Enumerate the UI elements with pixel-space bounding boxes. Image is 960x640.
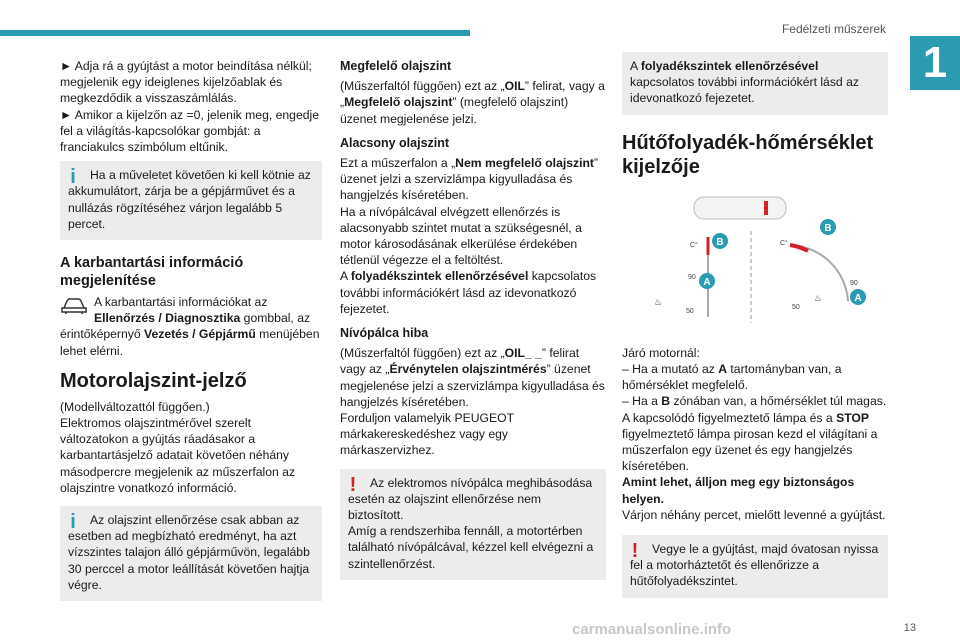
marker-a-label: A	[854, 292, 862, 304]
column-1	[60, 58, 322, 601]
warning-icon: !	[631, 540, 639, 563]
chapter-number: 1	[910, 36, 960, 90]
marker-b-label: B	[824, 222, 832, 234]
heading-maintenance: A karbantartási információ megjelenítése	[60, 255, 244, 290]
note-box	[622, 52, 888, 115]
warning-icon: !	[349, 473, 357, 496]
paragraph: (Modellváltozattól függően.)	[60, 399, 210, 414]
paragraph: – Ha a mutató az A tartományban van, a hőmérséklet megfelelő.	[622, 362, 842, 393]
page-number: 13	[903, 622, 916, 634]
column-2	[340, 58, 606, 580]
info-callout	[60, 506, 322, 601]
paragraph: Járó motornál:	[622, 345, 700, 360]
paragraph: Elektromos olajszintmérővel szerelt változatokon a gyújtás ráadásakor a karbantartásjelző adatait követően néhány másodpercre megjelenik az műszerfalon az olajszintre vonatkozó információ.	[60, 416, 296, 495]
paragraph: Várjon néhány percet, mielőtt levenné a gyújtást.	[622, 507, 886, 522]
watermark: carmanualsonline.info	[572, 621, 732, 638]
paragraph: A karbantartási információkat az Ellenőrzés / Diagnosztika gombbal, az érintőképernyő Vezetés / Gépjármű menüjében lehet elérni.	[60, 295, 320, 358]
callout-text: Ha a műveletet követően ki kell kötnie az akkumulátort, zárja be a gépjárművet és a nullázás rögzítéséhez várjon legalább 5 percet.	[68, 168, 311, 231]
column-3	[622, 58, 888, 598]
paragraph: A folyadékszintek ellenőrzésével kapcsolatos további információkért lásd az idevonatkozó fejezetet.	[340, 269, 597, 316]
thermometer-icon: ♨	[814, 292, 823, 303]
paragraph: Amint lehet, álljon meg egy biztonságos helyen.	[622, 475, 855, 506]
arc-red-zone	[790, 245, 808, 251]
callout-text: Az olajszint ellenőrzése csak abban az esetben ad megbízható eredményt, ha azt vízszintes talajon álló gépjárművön, legalább 30 perccel a motor leállítását követően hajtja végre.	[68, 513, 310, 592]
heading-oil-ok: Megfelelő olajszint	[340, 59, 452, 73]
coolant-gauge-illustration	[622, 193, 888, 333]
warning-callout	[340, 469, 606, 580]
label-90: 90	[688, 273, 696, 281]
label-c: C°	[690, 241, 698, 249]
red-zone-mark	[764, 201, 768, 215]
info-icon: i	[70, 511, 76, 534]
heading-coolant: Hűtőfolyadék-hőmérséklet kijelzője	[622, 131, 874, 178]
section-title: Fedélzeti műszerek	[781, 22, 886, 36]
info-icon: i	[70, 166, 76, 189]
paragraph: Ha a nívópálcával elvégzett ellenőrzés is alacsonyabb szintet mutat a szükségesnél, a motor károsodásának elkerülése érdekében tétlenül végezze el a feltöltést.	[340, 204, 582, 268]
display-panel	[694, 197, 786, 219]
marker-b-label: B	[716, 236, 724, 248]
label-50: 50	[686, 307, 694, 315]
heading-dipstick-fault: Nívópálca hiba	[340, 326, 429, 341]
paragraph: – Ha a B zónában van, a hőmérséklet túl magas. A kapcsolódó figyelmeztető lámpa és a STOP figyelmeztető lámpa pirosan kezd el világítani a műszerfalon egy üzenet és egy hangjelzés kíséretében.	[622, 394, 887, 474]
label-90: 90	[850, 279, 858, 287]
label-c: C°	[780, 239, 788, 247]
heading-oil-level: Motorolajszint-jelző	[60, 369, 247, 392]
warning-callout	[622, 535, 888, 598]
car-icon	[60, 296, 88, 316]
marker-a-label: A	[703, 276, 711, 288]
info-callout	[60, 161, 322, 240]
paragraph: ► Adja rá a gyújtást a motor beindítása nélkül; megjelenik egy ideiglenes kijelzőablak és megkezdődik a visszaszámlálás.	[60, 59, 312, 106]
paragraph: (Műszerfaltól függően) ezt az „OIL” felirat, vagy a „Megfelelő olajszint” (megfelelő olajszint) üzenet megjelenése jelzi.	[340, 79, 605, 126]
label-50: 50	[792, 303, 800, 311]
paragraph: Forduljon valamelyik PEUGEOT márkakereskedéshez vagy egy márkaszervizhez.	[340, 411, 514, 458]
header-bar	[0, 30, 470, 36]
callout-text: Az elektromos nívópálca meghibásodása esetén az olajszint ellenőrzése nem biztosított.	[348, 475, 593, 523]
thermometer-icon: ♨	[654, 296, 663, 307]
heading-oil-low: Alacsony olajszint	[340, 135, 450, 150]
callout-text: Amíg a rendszerhiba fennáll, a motortérben található nívópálcával, kézzel kell elvégezni a szintellenőrzést.	[348, 524, 594, 571]
paragraph: ► Amikor a kijelzőn az =0, jelenik meg, engedje fel a világítás-kapcsolókar gombját: a franciakulcs szimbólum eltűnik.	[60, 107, 319, 155]
paragraph: (Műszerfaltól függően) ezt az „OIL_ _” felirat vagy az „Érvénytelen olajszintmérés” üzenet megjelenése jelzi a szervizlámpa kigyulladása és hangjelzés kíséretében.	[340, 346, 605, 409]
callout-text: A folyadékszintek ellenőrzésével kapcsolatos további információkért lásd az idevonatkozó fejezetet.	[630, 59, 859, 106]
callout-text: Vegye le a gyújtást, majd óvatosan nyissa fel a motorháztetőt és ellenőrizze a hűtőfolyadékszintet.	[630, 542, 879, 589]
paragraph: Ezt a műszerfalon a „Nem megfelelő olajszint” üzenet jelzi a szervizlámpa kigyulladása és hangjelzés kíséretében.	[340, 156, 599, 203]
